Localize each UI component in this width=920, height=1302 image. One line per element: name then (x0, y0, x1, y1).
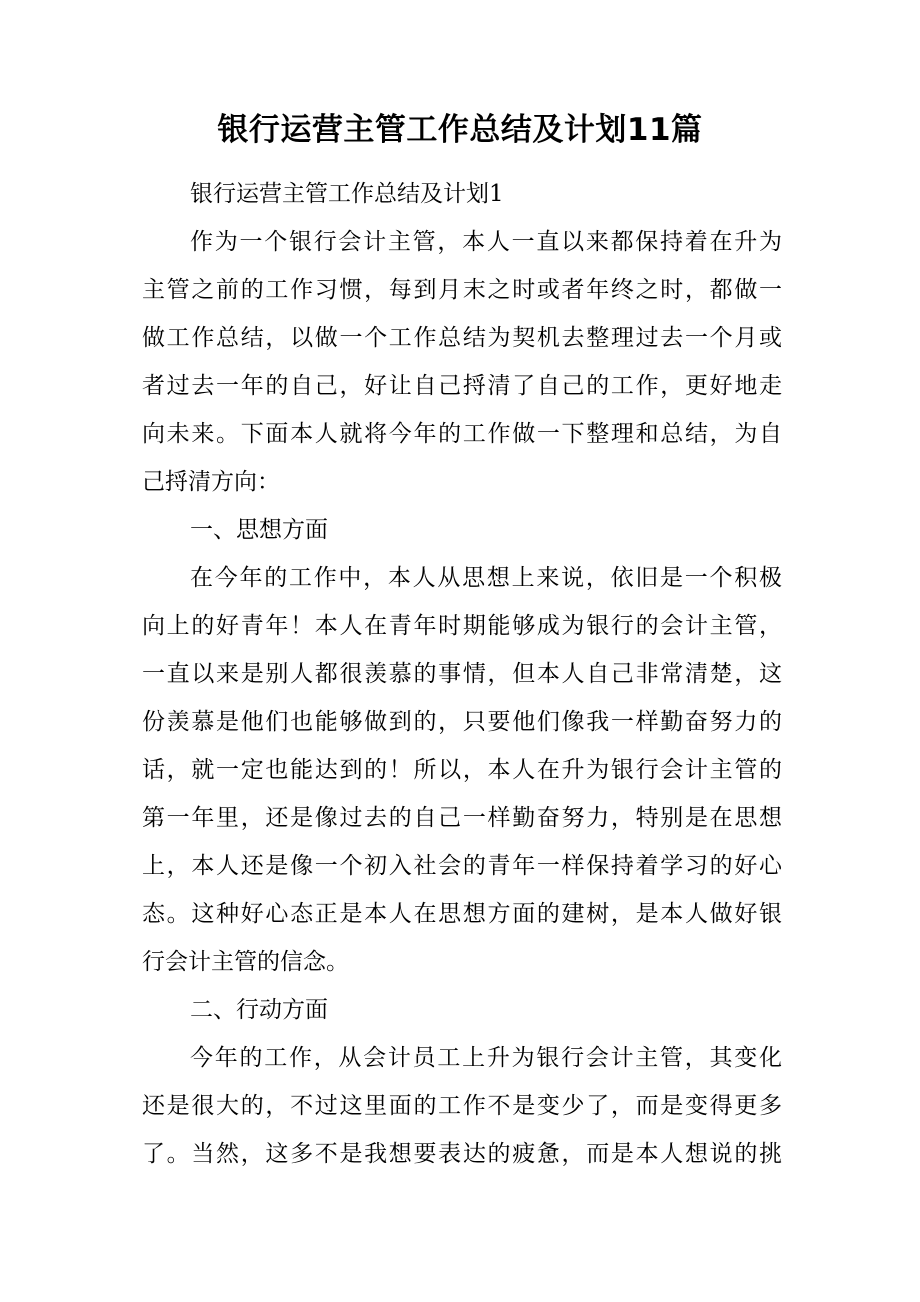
paragraph-line: 者过去一年的自己，好让自己捋清了自己的工作，更好地走 (142, 373, 782, 399)
section-heading: 一、思想方面 (190, 517, 328, 543)
paragraph-line: 在今年的工作中，本人从思想上来说，依旧是一个积极 (190, 565, 782, 591)
paragraph-line: 作为一个银行会计主管，本人一直以来都保持着在升为 (190, 229, 782, 255)
paragraph-line: 第一年里，还是像过去的自己一样勤奋努力，特别是在思想 (142, 805, 782, 831)
paragraph-line: 一直以来是别人都很羡慕的事情，但本人自己非常清楚，这 (142, 661, 782, 687)
document-title: 银行运营主管工作总结及计划11篇 (217, 112, 703, 148)
section-subtitle: 银行运营主管工作总结及计划1 (190, 181, 504, 207)
paragraph-line: 还是很大的，不过这里面的工作不是变少了，而是变得更多 (142, 1093, 782, 1119)
paragraph-line: 向未来。下面本人就将今年的工作做一下整理和总结，为自 (142, 421, 782, 447)
paragraph-line: 份羡慕是他们也能够做到的，只要他们像我一样勤奋努力的 (142, 709, 782, 735)
paragraph-line: 话，就一定也能达到的！所以，本人在升为银行会计主管的 (142, 757, 782, 783)
paragraph-line: 行会计主管的信念。 (142, 949, 349, 975)
paragraph-line: 今年的工作，从会计员工上升为银行会计主管，其变化 (190, 1045, 782, 1071)
paragraph-line: 向上的好青年！本人在青年时期能够成为银行的会计主管， (142, 613, 782, 639)
paragraph-line: 做工作总结，以做一个工作总结为契机去整理过去一个月或 (142, 325, 782, 351)
paragraph-line: 己捋清方向： (142, 469, 280, 495)
paragraph-line: 了。当然，这多不是我想要表达的疲惫，而是本人想说的挑 (142, 1141, 782, 1167)
paragraph-line: 主管之前的工作习惯，每到月末之时或者年终之时，都做一 (142, 277, 782, 303)
section-heading: 二、行动方面 (190, 997, 328, 1023)
paragraph-line: 态。这种好心态正是本人在思想方面的建树，是本人做好银 (142, 901, 782, 927)
paragraph-line: 上，本人还是像一个初入社会的青年一样保持着学习的好心 (142, 853, 782, 879)
